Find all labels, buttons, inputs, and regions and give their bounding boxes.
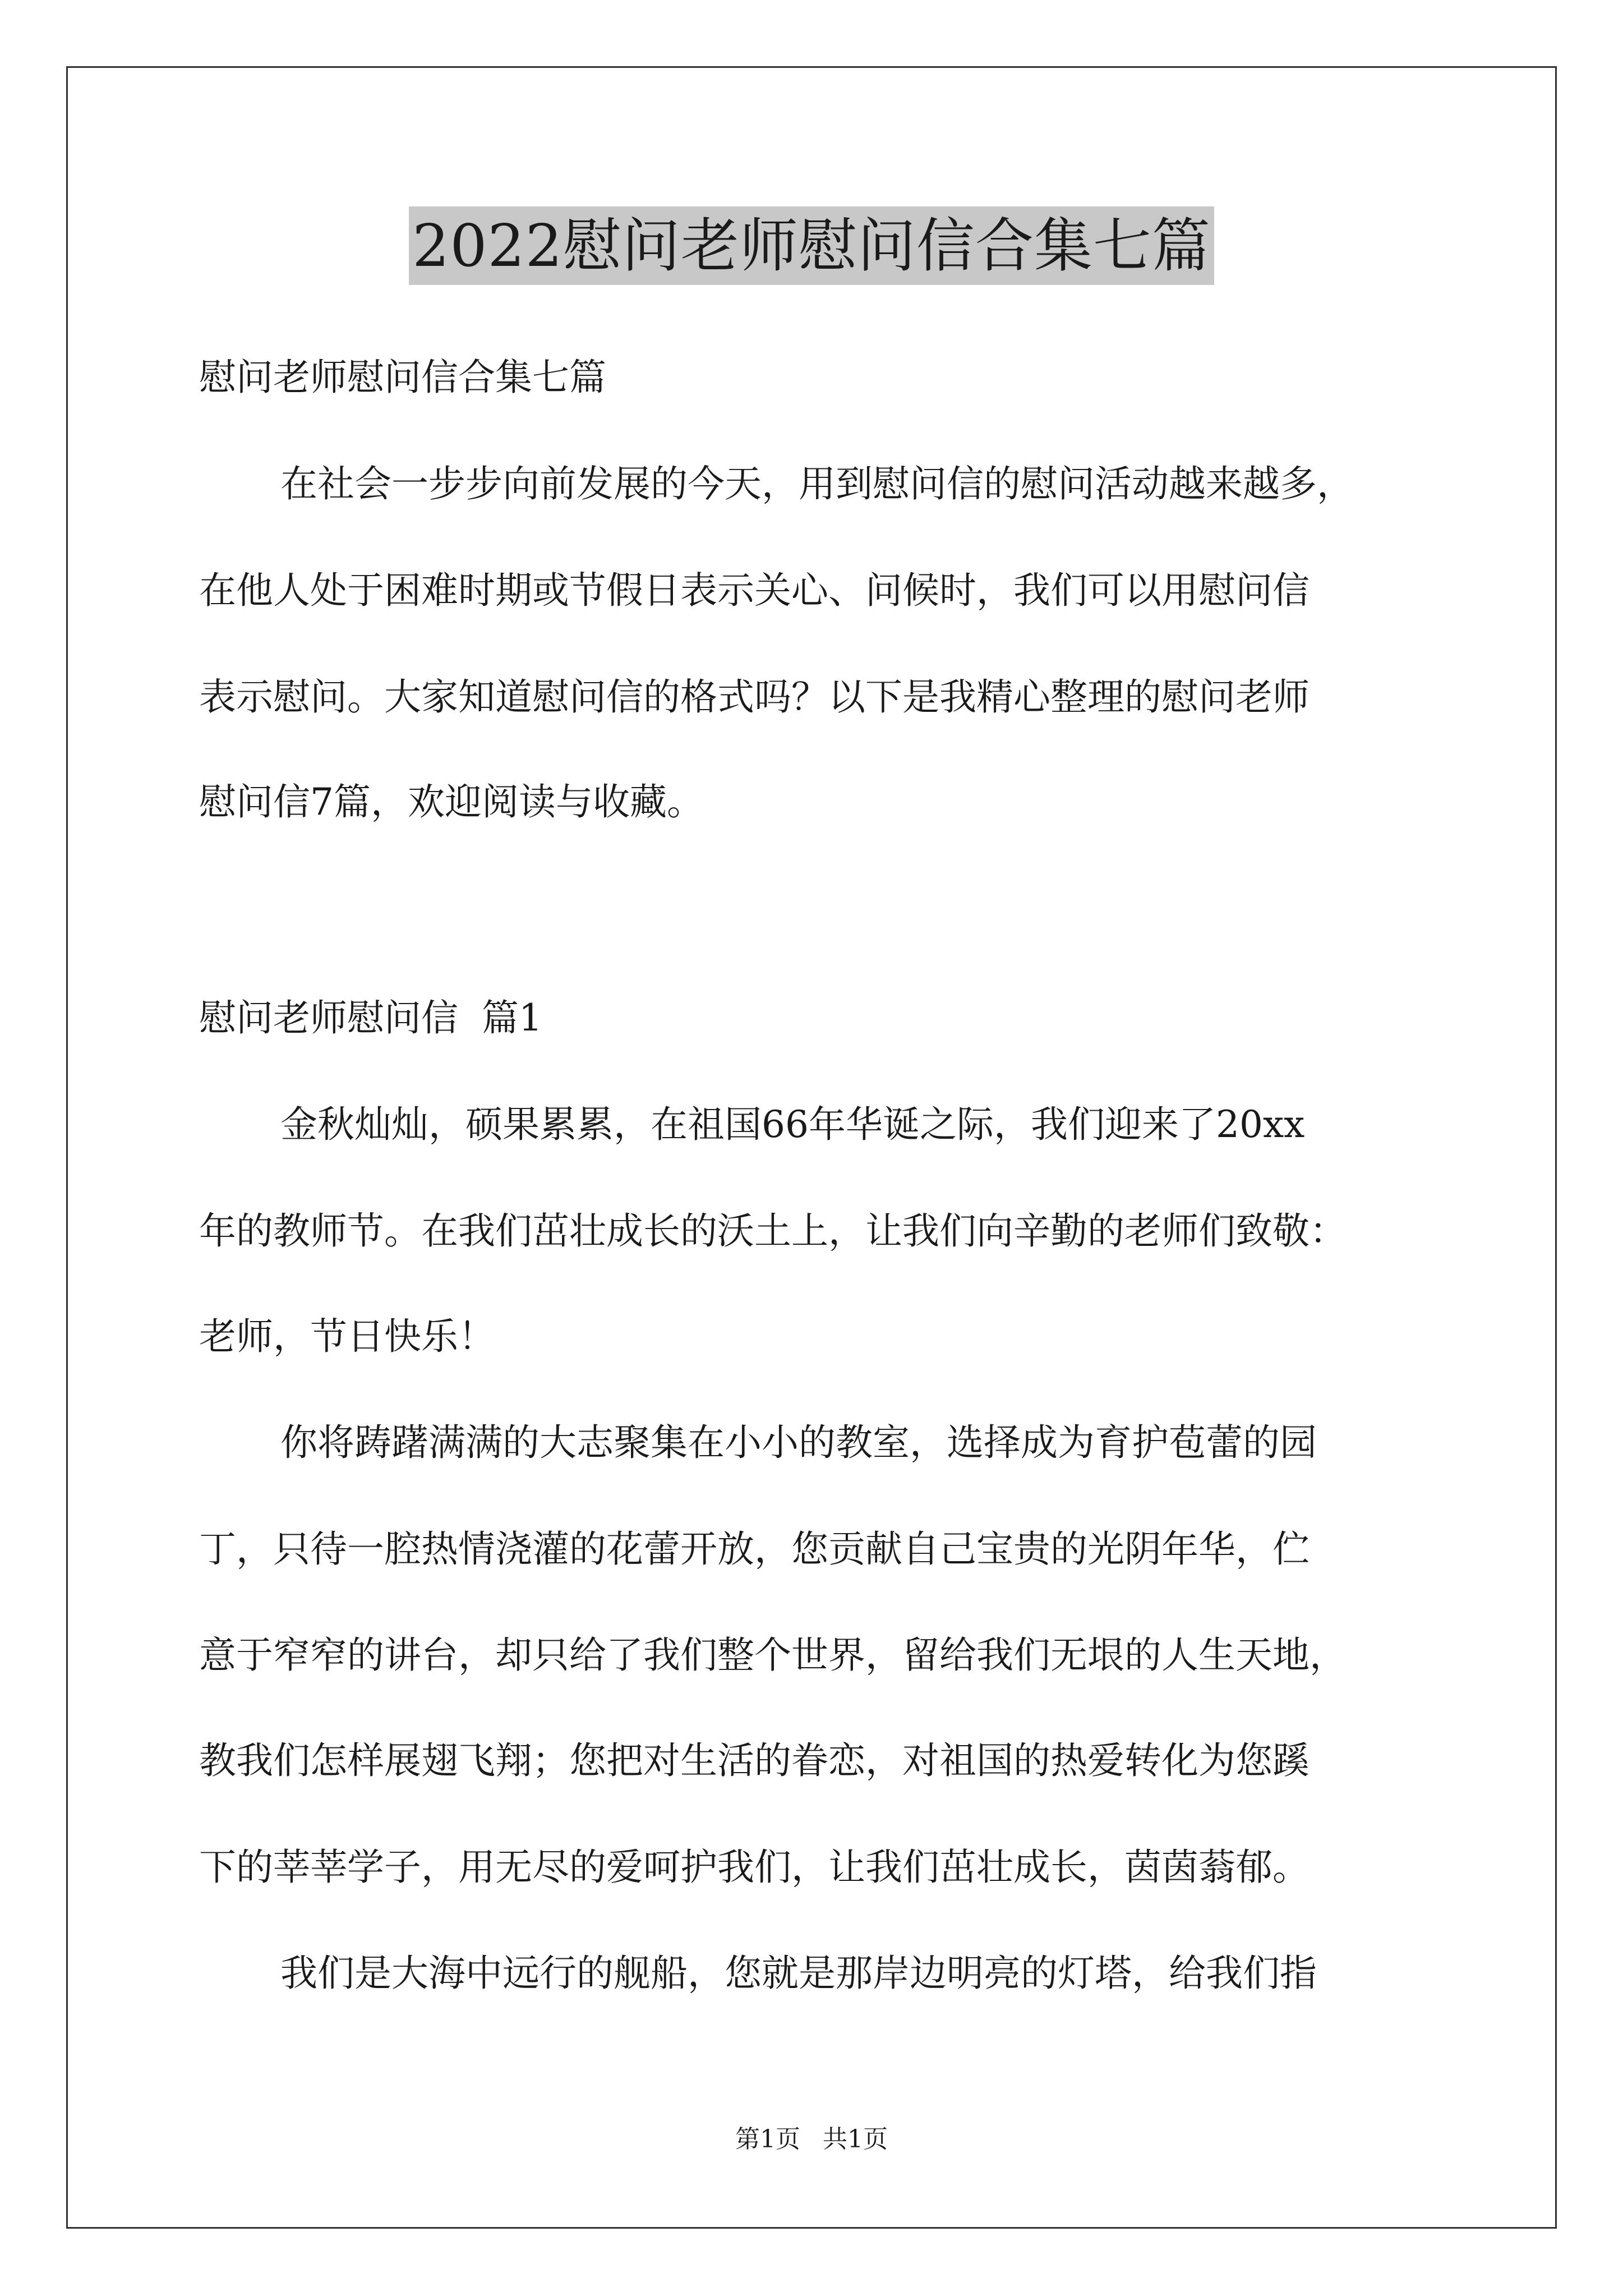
paragraph2-line-5: 下的莘莘学子，用无尽的爱呵护我们，让我们茁壮成长，茵茵蓊郁。: [199, 1846, 1310, 1889]
page-footer: [0, 2123, 1623, 2156]
document-subtitle: 慰问老师慰问信合集七篇: [199, 356, 606, 399]
paragraph2-line-4: 教我们怎样展翅飞翔；您把对生活的眷恋，对祖国的热爱转化为您蹊: [199, 1739, 1310, 1782]
document-title-block: [0, 206, 1623, 285]
page-number-current: 第1页: [735, 2125, 800, 2154]
paragraph1-line-2: 年的教师节。在我们茁壮成长的沃土上，让我们向辛勤的老师们致敬：: [199, 1209, 1347, 1253]
paragraph1-line-1: 金秋灿灿，硕果累累，在祖国66年华诞之际，我们迎来了20xx: [280, 1103, 1305, 1146]
intro-line-4: 慰问信7篇，欢迎阅读与收藏。: [199, 780, 704, 823]
paragraph2-line-3: 意于窄窄的讲台，却只给了我们整个世界，留给我们无垠的人生天地，: [199, 1634, 1347, 1677]
paragraph2-line-2: 丁，只待一腔热情浇灌的花蕾开放，您贡献自己宝贵的光阴年华，伫: [199, 1527, 1310, 1571]
intro-line-3: 表示慰问。大家知道慰问信的格式吗？以下是我精心整理的慰问老师: [199, 675, 1310, 719]
section-heading: 慰问老师慰问信 篇1: [199, 996, 542, 1039]
paragraph2-line-1: 你将踌躇满满的大志聚集在小小的教室，选择成为育护苞蕾的园: [280, 1421, 1317, 1464]
paragraph3-line-1: 我们是大海中远行的舰船，您就是那岸边明亮的灯塔，给我们指: [280, 1952, 1317, 1995]
intro-line-2: 在他人处于困难时期或节假日表示关心、问候时，我们可以用慰问信: [199, 569, 1310, 612]
document-title: 2022慰问老师慰问信合集七篇: [409, 206, 1214, 285]
paragraph1-line-3: 老师，节日快乐！: [199, 1315, 495, 1358]
intro-line-1: 在社会一步步向前发展的今天，用到慰问信的慰问活动越来越多，: [280, 462, 1354, 505]
page-number-total: 共1页: [823, 2125, 888, 2154]
